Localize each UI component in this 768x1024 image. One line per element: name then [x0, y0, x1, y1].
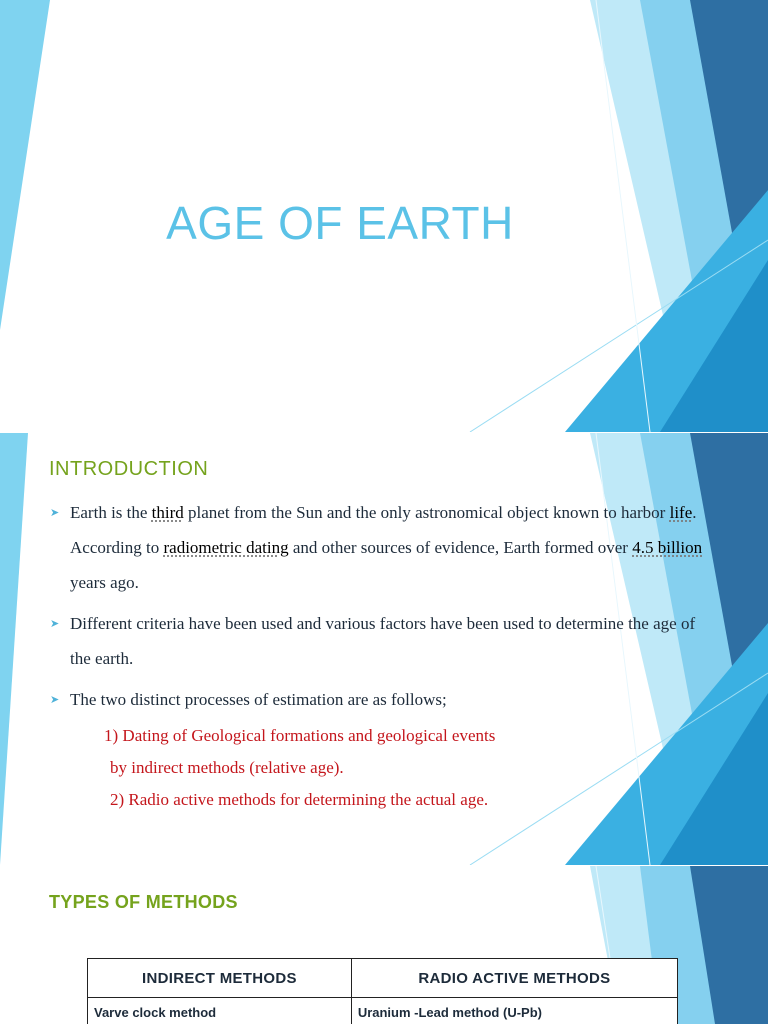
bullet-item: [48, 606, 708, 676]
bullet-text: and other sources of evidence, Earth formed over: [288, 538, 633, 557]
left-triangle: [0, 0, 50, 330]
process-item: by indirect methods (relative age).: [110, 758, 344, 777]
chevron-right-icon: ➤: [50, 693, 60, 706]
process-list: [104, 720, 495, 816]
introduction-slide: [0, 433, 768, 865]
slide-title: AGE OF EARTH: [166, 197, 514, 249]
bullet-text: Different criteria have been used and various factors have been used to determine the age of the earth.: [70, 614, 696, 668]
bullet-item: [48, 682, 708, 717]
link-4-5-billion[interactable]: 4.5 billion: [632, 538, 703, 557]
left-triangle: [0, 433, 28, 865]
bullet-text: years ago.: [70, 573, 139, 592]
chevron-right-icon: ➤: [50, 506, 60, 519]
types-of-methods-slide: [0, 866, 768, 1024]
introduction-heading: INTRODUCTION: [49, 458, 209, 480]
link-life[interactable]: life: [669, 503, 693, 522]
link-third[interactable]: third: [151, 503, 184, 522]
table-cell: Uranium -Lead method (U-Pb): [351, 998, 677, 1024]
bullet-text: planet from the Sun and the only astronomical object known to harbor: [183, 503, 670, 522]
types-heading: TYPES OF METHODS: [49, 892, 238, 912]
bullet-list: [48, 495, 708, 723]
column-header: INDIRECT METHODS: [88, 959, 352, 998]
process-item: 2) Radio active methods for determining the actual age.: [110, 790, 489, 809]
bullet-text: Earth is the: [70, 503, 152, 522]
table-row: [88, 998, 678, 1024]
table-cell: Varve clock method: [88, 998, 352, 1024]
bullet-text: The two distinct processes of estimation are as follows;: [70, 690, 447, 709]
chevron-right-icon: ➤: [50, 617, 60, 630]
column-header: RADIO ACTIVE METHODS: [351, 959, 677, 998]
table-header-row: [88, 959, 678, 998]
title-slide: [0, 0, 768, 432]
process-item: 1) Dating of Geological formations and geological events: [104, 726, 496, 745]
link-radiometric-dating[interactable]: radiometric dating: [163, 538, 289, 557]
bullet-item: [48, 495, 708, 600]
methods-table: [87, 958, 678, 1024]
bullet-text: . According to: [70, 503, 697, 557]
